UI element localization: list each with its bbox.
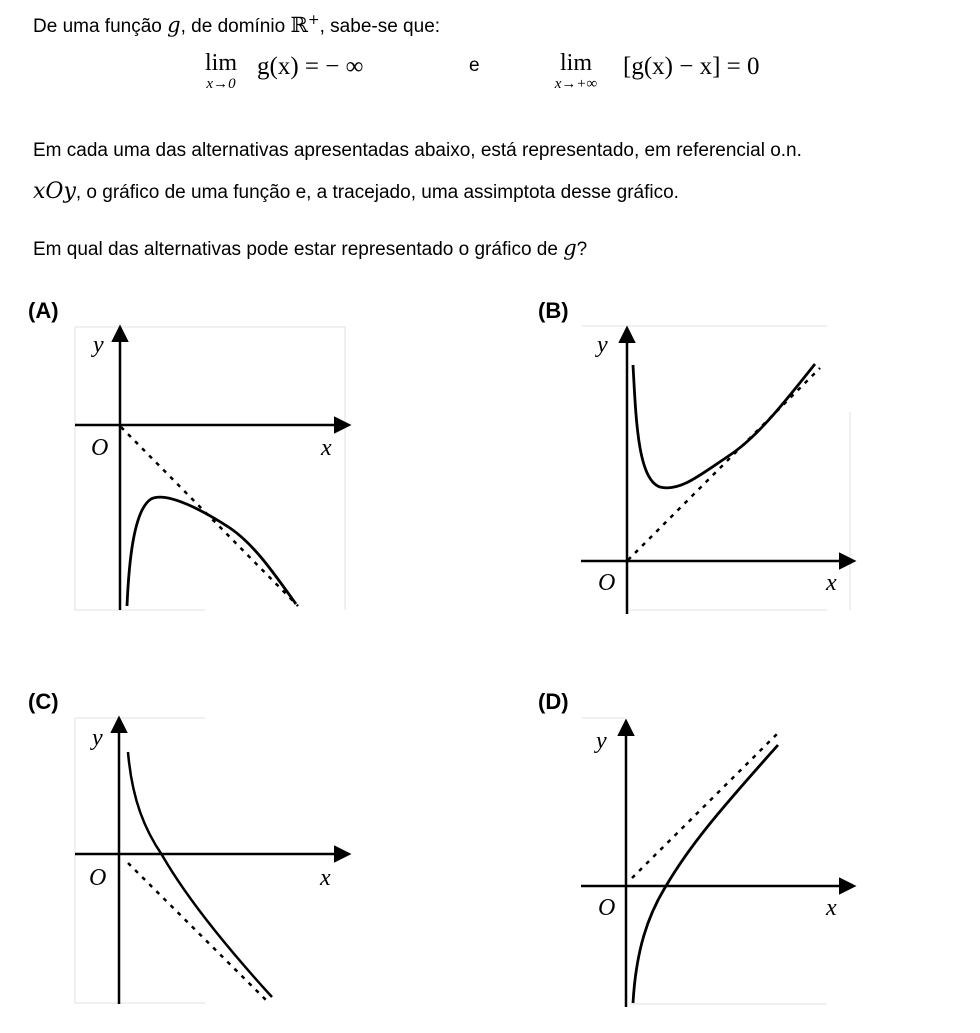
paragraph-1: Em cada uma das alternativas apresentadas abaixo, está representado, em referencial o.n. — [33, 140, 802, 161]
origin-label: O — [598, 570, 616, 596]
intro-suffix: , sabe-se que: — [319, 16, 441, 37]
conjunction: e — [469, 55, 480, 76]
y-axis-label: y — [93, 332, 104, 358]
limit-2-operator: lim x→+∞ — [554, 50, 598, 92]
question-line: Em qual das alternativas pode estar representado o gráfico de g? — [33, 236, 588, 260]
x-axis-label: x — [321, 435, 332, 461]
asymptote-dashed — [632, 733, 778, 878]
origin-label: O — [598, 895, 616, 921]
origin-label: O — [91, 435, 109, 461]
origin-label: O — [89, 865, 107, 891]
limit-2-expression: [g(x) − x] = 0 — [623, 53, 760, 80]
paragraph-2: xOy, o gráfico de uma função e, a tracejado, uma assimptota desse gráfico. — [33, 179, 679, 204]
x-axis-label: x — [826, 895, 837, 921]
function-symbol: g — [167, 13, 181, 37]
option-d-label[interactable]: (D) — [538, 689, 569, 714]
y-axis-label: y — [597, 332, 608, 358]
referential-symbol: xOy — [33, 179, 76, 204]
limit-1-operator: lim x→0 — [204, 50, 237, 92]
x-axis-label: x — [320, 865, 331, 891]
intro-mid: , de domínio — [180, 16, 291, 37]
option-b-label[interactable]: (B) — [538, 298, 569, 323]
domain-symbol: ℝ+ — [290, 12, 320, 37]
y-axis-label: y — [92, 725, 103, 751]
x-axis-label: x — [826, 570, 837, 596]
option-c-label[interactable]: (C) — [28, 689, 59, 714]
y-axis-label: y — [596, 728, 607, 754]
limit-1-expression: g(x) = − ∞ — [257, 53, 364, 80]
option-a-label[interactable]: (A) — [28, 298, 59, 323]
frame — [582, 718, 827, 1004]
intro-prefix: De uma função — [33, 16, 168, 37]
function-curve — [633, 745, 778, 1003]
function-symbol: g — [563, 236, 577, 260]
